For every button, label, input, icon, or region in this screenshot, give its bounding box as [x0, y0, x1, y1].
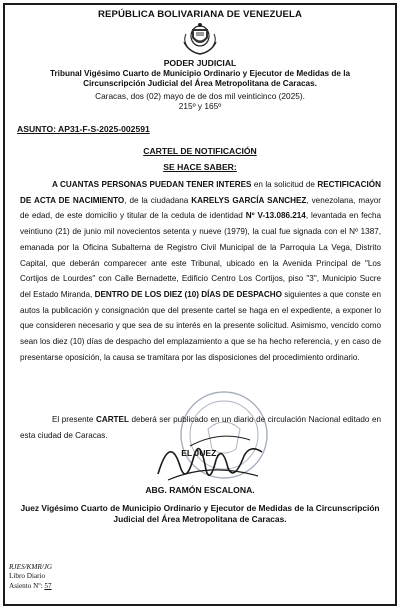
judge-title: Juez Vigésimo Cuarto de Municipio Ordinario y Ejecutor de Medidas de la Circunscripción Judicial del Área Metropolitana de Caracas.	[20, 503, 380, 524]
notice-subtitle: SE HACE SABER:	[163, 162, 237, 172]
text-fragment: El presente	[52, 415, 96, 424]
text-fragment: , de la ciudadana	[124, 195, 192, 205]
bold-deadline: DENTRO DE LOS DIEZ (10) DÍAS DE DESPACHO	[94, 289, 282, 299]
text-fragment: , venezolana, mayor de edad, de este domicilio y titular de la cedula de identidad	[20, 195, 382, 221]
bold-interested-parties: A CUANTAS PERSONAS PUEDAN TENER INTERES	[52, 180, 252, 189]
entry-number: 57	[44, 581, 52, 590]
entry-line	[9, 582, 52, 591]
notice-title: CARTEL DE NOTIFICACIÓN	[143, 146, 257, 156]
bold-request-type: RECTIFICACIÓN DE ACTA DE NACIMIENTO	[20, 180, 381, 205]
judge-label: EL JUEZ,	[181, 448, 219, 458]
text-fragment: en la solicitud de	[251, 180, 318, 189]
case-number: ASUNTO: AP31-F-S-2025-002591	[17, 124, 150, 134]
text-fragment: , levantada en fecha veintiuno (21) de junio mil novecientos setenta y nueve (1979), la cual fue signada con el Nº 1387, emanada por la Oficina Subalterna de Registro Civil Municipal de la Parroquia La Vega, Distrito Capital, que deberán comparecer ante este Tribunal, ubicado en la Avenida Principal de "Los Cortijos de Lourdes" con Calle Bernadette, Edificio Centro Los Cortijos, piso "3", Municipio Sucre del Estado Miranda,	[20, 211, 382, 299]
bold-cartel: CARTEL	[95, 415, 129, 424]
bold-id-number: Nº V-13.086.214	[245, 211, 306, 221]
place-date: Caracas, dos (02) mayo de de dos mil veinticinco (2025).	[95, 91, 305, 101]
book-label: Libro Diario	[9, 572, 46, 581]
coat-of-arms-icon	[181, 22, 219, 56]
entry-label: Asiento Nº:	[9, 581, 45, 590]
judge-name: ABG. RAMÓN ESCALONA.	[145, 485, 255, 495]
text-fragment: siguientes a que conste en autos la publicación y consignación que del presente cartel se haga en el expediente, a exponer lo que consideren necesario y que sea de su interés en la presente solicitud. Asimismo, vencido como sean los diez (10) días de despacho del emplazamiento a que se ha hecho referencia, y en caso de presentarse oposición, la causa se tramitara por las disposiciones del procedimiento ordinario.	[20, 289, 381, 362]
tribunal-name: Tribunal Vigésimo Cuarto de Municipio Ordinario y Ejecutor de Medidas de la Circunscripción Judicial del Área Metropolitana de Caracas.	[49, 69, 351, 89]
judicial-power-title: PODER JUDICIAL	[163, 58, 237, 68]
bold-citizen-name: KARELYS GARCÍA SANCHEZ	[191, 195, 307, 205]
reference-block	[9, 563, 52, 591]
initials: RJES/KMR/JG	[9, 563, 53, 571]
years-line: 215º y 165º	[178, 101, 222, 111]
text-fragment: deberá ser publicado en un diario de circulación Nacional editado en esta ciudad de Caracas.	[20, 415, 381, 440]
country-title: REPÚBLICA BOLIVARIANA DE VENEZUELA	[98, 9, 302, 20]
notice-paragraph-1	[20, 177, 381, 365]
